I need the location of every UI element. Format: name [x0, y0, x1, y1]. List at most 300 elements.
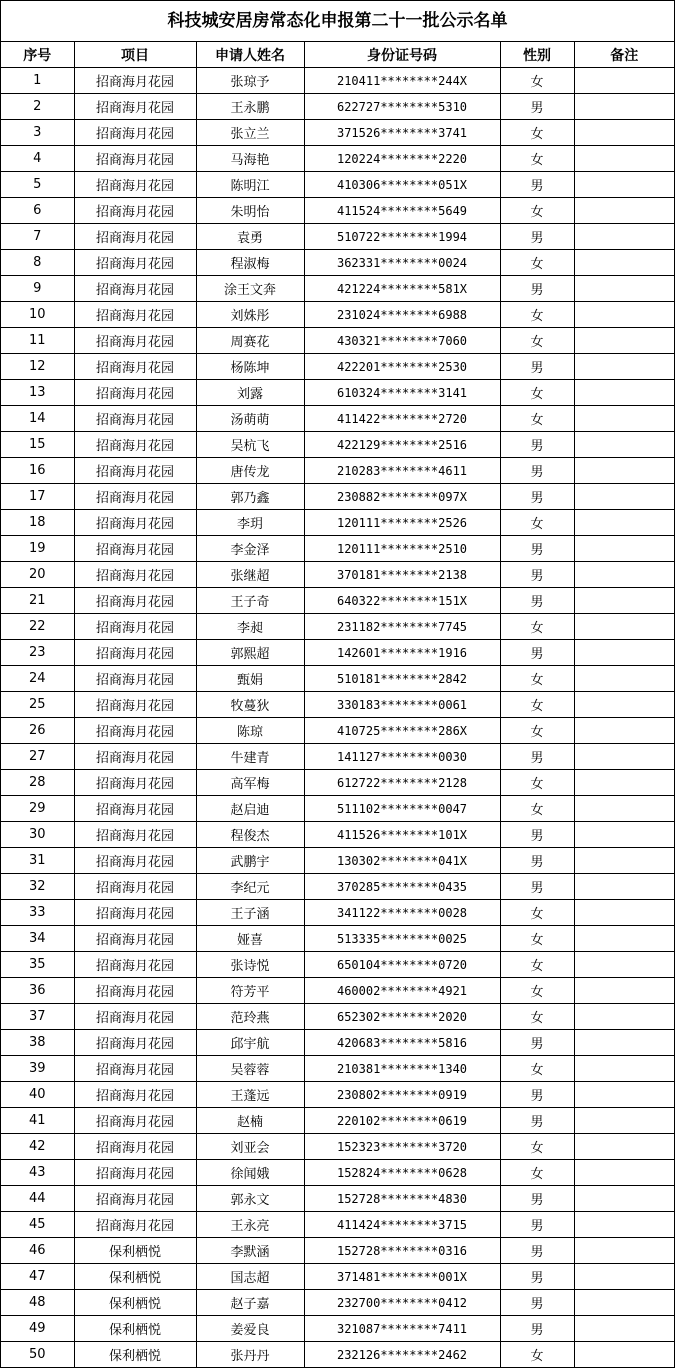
cell-id-number: 411424********3715: [304, 1212, 500, 1238]
cell-remarks: [574, 172, 674, 198]
header-remarks: 备注: [574, 42, 674, 68]
cell-id-number: 421224********581X: [304, 276, 500, 302]
cell-project: 招商海月花园: [74, 1030, 196, 1056]
cell-remarks: [574, 1212, 674, 1238]
table-row: [1, 536, 674, 562]
cell-gender: 男: [500, 276, 574, 302]
cell-index: 10: [1, 302, 74, 328]
cell-id-number: 510722********1994: [304, 224, 500, 250]
cell-remarks: [574, 510, 674, 536]
cell-applicant-name: 张立兰: [196, 120, 304, 146]
cell-project: 招商海月花园: [74, 822, 196, 848]
cell-id-number: 231024********6988: [304, 302, 500, 328]
cell-applicant-name: 姜爱良: [196, 1316, 304, 1342]
cell-gender: 男: [500, 640, 574, 666]
cell-gender: 女: [500, 692, 574, 718]
table-row: [1, 198, 674, 224]
cell-project: 招商海月花园: [74, 328, 196, 354]
cell-id-number: 141127********0030: [304, 744, 500, 770]
table-row: [1, 380, 674, 406]
cell-index: 8: [1, 250, 74, 276]
cell-project: 招商海月花园: [74, 354, 196, 380]
cell-remarks: [574, 458, 674, 484]
cell-applicant-name: 程俊杰: [196, 822, 304, 848]
cell-gender: 女: [500, 796, 574, 822]
cell-index: 11: [1, 328, 74, 354]
cell-id-number: 410725********286X: [304, 718, 500, 744]
cell-index: 6: [1, 198, 74, 224]
cell-remarks: [574, 354, 674, 380]
cell-applicant-name: 张诗悦: [196, 952, 304, 978]
cell-applicant-name: 刘露: [196, 380, 304, 406]
table-row: [1, 744, 674, 770]
cell-id-number: 422129********2516: [304, 432, 500, 458]
cell-index: 41: [1, 1108, 74, 1134]
cell-id-number: 210283********4611: [304, 458, 500, 484]
cell-remarks: [574, 796, 674, 822]
table-row: [1, 1186, 674, 1212]
cell-project: 招商海月花园: [74, 640, 196, 666]
table-row: [1, 796, 674, 822]
header-gender: 性别: [500, 42, 574, 68]
table-row: [1, 458, 674, 484]
cell-applicant-name: 国志超: [196, 1264, 304, 1290]
cell-gender: 男: [500, 484, 574, 510]
cell-applicant-name: 范玲燕: [196, 1004, 304, 1030]
table-row: [1, 172, 674, 198]
table-row: [1, 432, 674, 458]
cell-index: 12: [1, 354, 74, 380]
cell-project: 保利栖悦: [74, 1342, 196, 1368]
table-row: [1, 406, 674, 432]
cell-gender: 女: [500, 250, 574, 276]
cell-remarks: [574, 1290, 674, 1316]
cell-id-number: 511102********0047: [304, 796, 500, 822]
cell-id-number: 230802********0919: [304, 1082, 500, 1108]
cell-remarks: [574, 68, 674, 94]
cell-remarks: [574, 1134, 674, 1160]
cell-remarks: [574, 1030, 674, 1056]
cell-project: 招商海月花园: [74, 380, 196, 406]
cell-remarks: [574, 1186, 674, 1212]
cell-project: 招商海月花园: [74, 68, 196, 94]
cell-applicant-name: 高军梅: [196, 770, 304, 796]
cell-applicant-name: 唐传龙: [196, 458, 304, 484]
cell-gender: 男: [500, 458, 574, 484]
cell-index: 30: [1, 822, 74, 848]
cell-applicant-name: 郭熙超: [196, 640, 304, 666]
cell-remarks: [574, 1342, 674, 1368]
cell-applicant-name: 汤萌萌: [196, 406, 304, 432]
cell-gender: 女: [500, 900, 574, 926]
cell-project: 招商海月花园: [74, 1160, 196, 1186]
cell-project: 招商海月花园: [74, 978, 196, 1004]
cell-index: 48: [1, 1290, 74, 1316]
cell-gender: 男: [500, 1082, 574, 1108]
table-row: [1, 1342, 674, 1368]
cell-applicant-name: 赵子嘉: [196, 1290, 304, 1316]
cell-index: 13: [1, 380, 74, 406]
cell-remarks: [574, 822, 674, 848]
cell-remarks: [574, 744, 674, 770]
cell-remarks: [574, 900, 674, 926]
cell-gender: 女: [500, 770, 574, 796]
table-row: [1, 978, 674, 1004]
document-title: 科技城安居房常态化申报第二十一批公示名单: [1, 1, 674, 42]
table-row: [1, 484, 674, 510]
cell-applicant-name: 牛建青: [196, 744, 304, 770]
table-row: [1, 146, 674, 172]
header-id-number: 身份证号码: [304, 42, 500, 68]
cell-project: 招商海月花园: [74, 952, 196, 978]
cell-gender: 女: [500, 1342, 574, 1368]
cell-index: 42: [1, 1134, 74, 1160]
table-row: [1, 250, 674, 276]
table-row: [1, 224, 674, 250]
cell-remarks: [574, 1160, 674, 1186]
cell-project: 招商海月花园: [74, 666, 196, 692]
cell-project: 招商海月花园: [74, 614, 196, 640]
cell-remarks: [574, 1264, 674, 1290]
cell-applicant-name: 王子涵: [196, 900, 304, 926]
cell-index: 27: [1, 744, 74, 770]
cell-id-number: 420683********5816: [304, 1030, 500, 1056]
cell-id-number: 411526********101X: [304, 822, 500, 848]
cell-applicant-name: 王永亮: [196, 1212, 304, 1238]
cell-project: 招商海月花园: [74, 562, 196, 588]
cell-remarks: [574, 120, 674, 146]
cell-remarks: [574, 1056, 674, 1082]
cell-remarks: [574, 276, 674, 302]
cell-gender: 女: [500, 302, 574, 328]
cell-id-number: 410306********051X: [304, 172, 500, 198]
cell-applicant-name: 袁勇: [196, 224, 304, 250]
cell-gender: 男: [500, 94, 574, 120]
cell-index: 5: [1, 172, 74, 198]
cell-remarks: [574, 848, 674, 874]
table-row: [1, 614, 674, 640]
cell-applicant-name: 徐闻娥: [196, 1160, 304, 1186]
cell-applicant-name: 王子奇: [196, 588, 304, 614]
cell-gender: 女: [500, 978, 574, 1004]
cell-remarks: [574, 224, 674, 250]
table-row: [1, 848, 674, 874]
table-row: [1, 1004, 674, 1030]
cell-applicant-name: 陈明江: [196, 172, 304, 198]
table-row: [1, 1108, 674, 1134]
cell-project: 招商海月花园: [74, 120, 196, 146]
cell-project: 招商海月花园: [74, 1134, 196, 1160]
table-row: [1, 94, 674, 120]
cell-project: 招商海月花园: [74, 458, 196, 484]
cell-remarks: [574, 1108, 674, 1134]
cell-gender: 女: [500, 614, 574, 640]
cell-gender: 男: [500, 1316, 574, 1342]
cell-index: 35: [1, 952, 74, 978]
cell-index: 36: [1, 978, 74, 1004]
cell-project: 招商海月花园: [74, 1004, 196, 1030]
cell-project: 招商海月花园: [74, 926, 196, 952]
cell-remarks: [574, 640, 674, 666]
table-row: [1, 874, 674, 900]
cell-gender: 女: [500, 1056, 574, 1082]
table-row: [1, 666, 674, 692]
cell-remarks: [574, 484, 674, 510]
cell-applicant-name: 娅喜: [196, 926, 304, 952]
cell-applicant-name: 王蓬远: [196, 1082, 304, 1108]
cell-applicant-name: 涂王文奔: [196, 276, 304, 302]
cell-project: 招商海月花园: [74, 406, 196, 432]
table-row: [1, 302, 674, 328]
cell-id-number: 230882********097X: [304, 484, 500, 510]
cell-id-number: 422201********2530: [304, 354, 500, 380]
cell-gender: 男: [500, 822, 574, 848]
cell-remarks: [574, 198, 674, 224]
cell-project: 招商海月花园: [74, 198, 196, 224]
cell-project: 招商海月花园: [74, 900, 196, 926]
cell-gender: 女: [500, 1004, 574, 1030]
cell-id-number: 152323********3720: [304, 1134, 500, 1160]
cell-gender: 女: [500, 666, 574, 692]
cell-index: 20: [1, 562, 74, 588]
cell-index: 17: [1, 484, 74, 510]
table-row: [1, 822, 674, 848]
table-row: [1, 1134, 674, 1160]
cell-project: 招商海月花园: [74, 432, 196, 458]
cell-remarks: [574, 406, 674, 432]
cell-gender: 女: [500, 68, 574, 94]
cell-project: 招商海月花园: [74, 536, 196, 562]
cell-project: 招商海月花园: [74, 510, 196, 536]
cell-gender: 女: [500, 198, 574, 224]
cell-index: 29: [1, 796, 74, 822]
cell-index: 4: [1, 146, 74, 172]
cell-index: 19: [1, 536, 74, 562]
cell-id-number: 650104********0720: [304, 952, 500, 978]
cell-id-number: 371526********3741: [304, 120, 500, 146]
cell-id-number: 610324********3141: [304, 380, 500, 406]
cell-applicant-name: 符芳平: [196, 978, 304, 1004]
cell-gender: 男: [500, 1238, 574, 1264]
cell-index: 1: [1, 68, 74, 94]
cell-id-number: 513335********0025: [304, 926, 500, 952]
table-row: [1, 770, 674, 796]
cell-remarks: [574, 718, 674, 744]
cell-id-number: 341122********0028: [304, 900, 500, 926]
cell-project: 招商海月花园: [74, 1056, 196, 1082]
cell-index: 40: [1, 1082, 74, 1108]
cell-applicant-name: 吴蓉蓉: [196, 1056, 304, 1082]
table-row: [1, 120, 674, 146]
cell-gender: 男: [500, 1212, 574, 1238]
cell-applicant-name: 杨陈坤: [196, 354, 304, 380]
cell-gender: 女: [500, 120, 574, 146]
cell-gender: 女: [500, 406, 574, 432]
cell-index: 9: [1, 276, 74, 302]
cell-applicant-name: 刘亚会: [196, 1134, 304, 1160]
cell-gender: 男: [500, 1290, 574, 1316]
cell-applicant-name: 吴杭飞: [196, 432, 304, 458]
cell-applicant-name: 程淑梅: [196, 250, 304, 276]
table-row: [1, 692, 674, 718]
table-row: [1, 510, 674, 536]
cell-project: 招商海月花园: [74, 1212, 196, 1238]
roster-table: [1, 42, 674, 1368]
cell-index: 37: [1, 1004, 74, 1030]
cell-gender: 男: [500, 874, 574, 900]
cell-index: 32: [1, 874, 74, 900]
cell-applicant-name: 李昶: [196, 614, 304, 640]
cell-applicant-name: 李金泽: [196, 536, 304, 562]
cell-id-number: 152824********0628: [304, 1160, 500, 1186]
cell-index: 23: [1, 640, 74, 666]
cell-remarks: [574, 1004, 674, 1030]
cell-gender: 女: [500, 146, 574, 172]
table-row: [1, 1316, 674, 1342]
header-index: 序号: [1, 42, 74, 68]
cell-index: 50: [1, 1342, 74, 1368]
cell-index: 26: [1, 718, 74, 744]
cell-index: 15: [1, 432, 74, 458]
table-row: [1, 640, 674, 666]
cell-id-number: 232126********2462: [304, 1342, 500, 1368]
table-row: [1, 900, 674, 926]
cell-applicant-name: 李默涵: [196, 1238, 304, 1264]
cell-id-number: 370285********0435: [304, 874, 500, 900]
cell-id-number: 612722********2128: [304, 770, 500, 796]
cell-id-number: 120111********2526: [304, 510, 500, 536]
cell-index: 44: [1, 1186, 74, 1212]
cell-project: 招商海月花园: [74, 302, 196, 328]
cell-remarks: [574, 666, 674, 692]
cell-id-number: 210411********244X: [304, 68, 500, 94]
cell-applicant-name: 牧蔓狄: [196, 692, 304, 718]
cell-gender: 男: [500, 562, 574, 588]
cell-remarks: [574, 380, 674, 406]
cell-applicant-name: 甄娟: [196, 666, 304, 692]
cell-gender: 男: [500, 588, 574, 614]
cell-remarks: [574, 432, 674, 458]
cell-project: 保利栖悦: [74, 1238, 196, 1264]
cell-id-number: 231182********7745: [304, 614, 500, 640]
cell-gender: 男: [500, 432, 574, 458]
cell-project: 保利栖悦: [74, 1290, 196, 1316]
cell-applicant-name: 周赛花: [196, 328, 304, 354]
cell-gender: 女: [500, 718, 574, 744]
table-row: [1, 1290, 674, 1316]
cell-remarks: [574, 328, 674, 354]
header-applicant-name: 申请人姓名: [196, 42, 304, 68]
table-row: [1, 1056, 674, 1082]
cell-project: 招商海月花园: [74, 1108, 196, 1134]
cell-gender: 女: [500, 328, 574, 354]
cell-project: 招商海月花园: [74, 588, 196, 614]
table-row: [1, 1264, 674, 1290]
cell-project: 招商海月花园: [74, 146, 196, 172]
cell-index: 31: [1, 848, 74, 874]
cell-id-number: 460002********4921: [304, 978, 500, 1004]
cell-id-number: 142601********1916: [304, 640, 500, 666]
cell-index: 34: [1, 926, 74, 952]
cell-applicant-name: 刘姝彤: [196, 302, 304, 328]
table-body: [1, 68, 674, 1368]
cell-index: 7: [1, 224, 74, 250]
cell-id-number: 430321********7060: [304, 328, 500, 354]
cell-project: 招商海月花园: [74, 692, 196, 718]
cell-index: 25: [1, 692, 74, 718]
cell-gender: 男: [500, 1030, 574, 1056]
table-row: [1, 1082, 674, 1108]
cell-index: 49: [1, 1316, 74, 1342]
cell-remarks: [574, 770, 674, 796]
cell-id-number: 371481********001X: [304, 1264, 500, 1290]
cell-project: 招商海月花园: [74, 744, 196, 770]
cell-id-number: 330183********0061: [304, 692, 500, 718]
cell-project: 保利栖悦: [74, 1264, 196, 1290]
cell-gender: 女: [500, 1160, 574, 1186]
cell-project: 招商海月花园: [74, 94, 196, 120]
cell-project: 招商海月花园: [74, 1082, 196, 1108]
cell-gender: 男: [500, 224, 574, 250]
table-row: [1, 926, 674, 952]
cell-index: 33: [1, 900, 74, 926]
cell-applicant-name: 陈琼: [196, 718, 304, 744]
cell-applicant-name: 张继超: [196, 562, 304, 588]
cell-applicant-name: 邱宇航: [196, 1030, 304, 1056]
cell-id-number: 510181********2842: [304, 666, 500, 692]
cell-gender: 女: [500, 926, 574, 952]
cell-applicant-name: 朱明怡: [196, 198, 304, 224]
cell-index: 2: [1, 94, 74, 120]
cell-id-number: 120111********2510: [304, 536, 500, 562]
cell-gender: 男: [500, 744, 574, 770]
cell-project: 招商海月花园: [74, 224, 196, 250]
cell-remarks: [574, 614, 674, 640]
table-row: [1, 354, 674, 380]
cell-applicant-name: 马海艳: [196, 146, 304, 172]
cell-index: 14: [1, 406, 74, 432]
table-row: [1, 952, 674, 978]
cell-remarks: [574, 978, 674, 1004]
cell-applicant-name: 张丹丹: [196, 1342, 304, 1368]
cell-project: 招商海月花园: [74, 172, 196, 198]
cell-remarks: [574, 926, 674, 952]
cell-remarks: [574, 536, 674, 562]
cell-project: 招商海月花园: [74, 484, 196, 510]
cell-id-number: 640322********151X: [304, 588, 500, 614]
cell-remarks: [574, 302, 674, 328]
cell-id-number: 232700********0412: [304, 1290, 500, 1316]
cell-remarks: [574, 562, 674, 588]
cell-id-number: 210381********1340: [304, 1056, 500, 1082]
cell-gender: 男: [500, 1264, 574, 1290]
table-row: [1, 1238, 674, 1264]
header-project: 项目: [74, 42, 196, 68]
cell-id-number: 652302********2020: [304, 1004, 500, 1030]
cell-gender: 女: [500, 380, 574, 406]
cell-project: 招商海月花园: [74, 848, 196, 874]
cell-id-number: 321087********7411: [304, 1316, 500, 1342]
cell-id-number: 411422********2720: [304, 406, 500, 432]
cell-gender: 女: [500, 1134, 574, 1160]
table-row: [1, 68, 674, 94]
table-row: [1, 1160, 674, 1186]
cell-index: 38: [1, 1030, 74, 1056]
cell-project: 招商海月花园: [74, 796, 196, 822]
table-row: [1, 276, 674, 302]
table-row: [1, 328, 674, 354]
cell-id-number: 152728********4830: [304, 1186, 500, 1212]
